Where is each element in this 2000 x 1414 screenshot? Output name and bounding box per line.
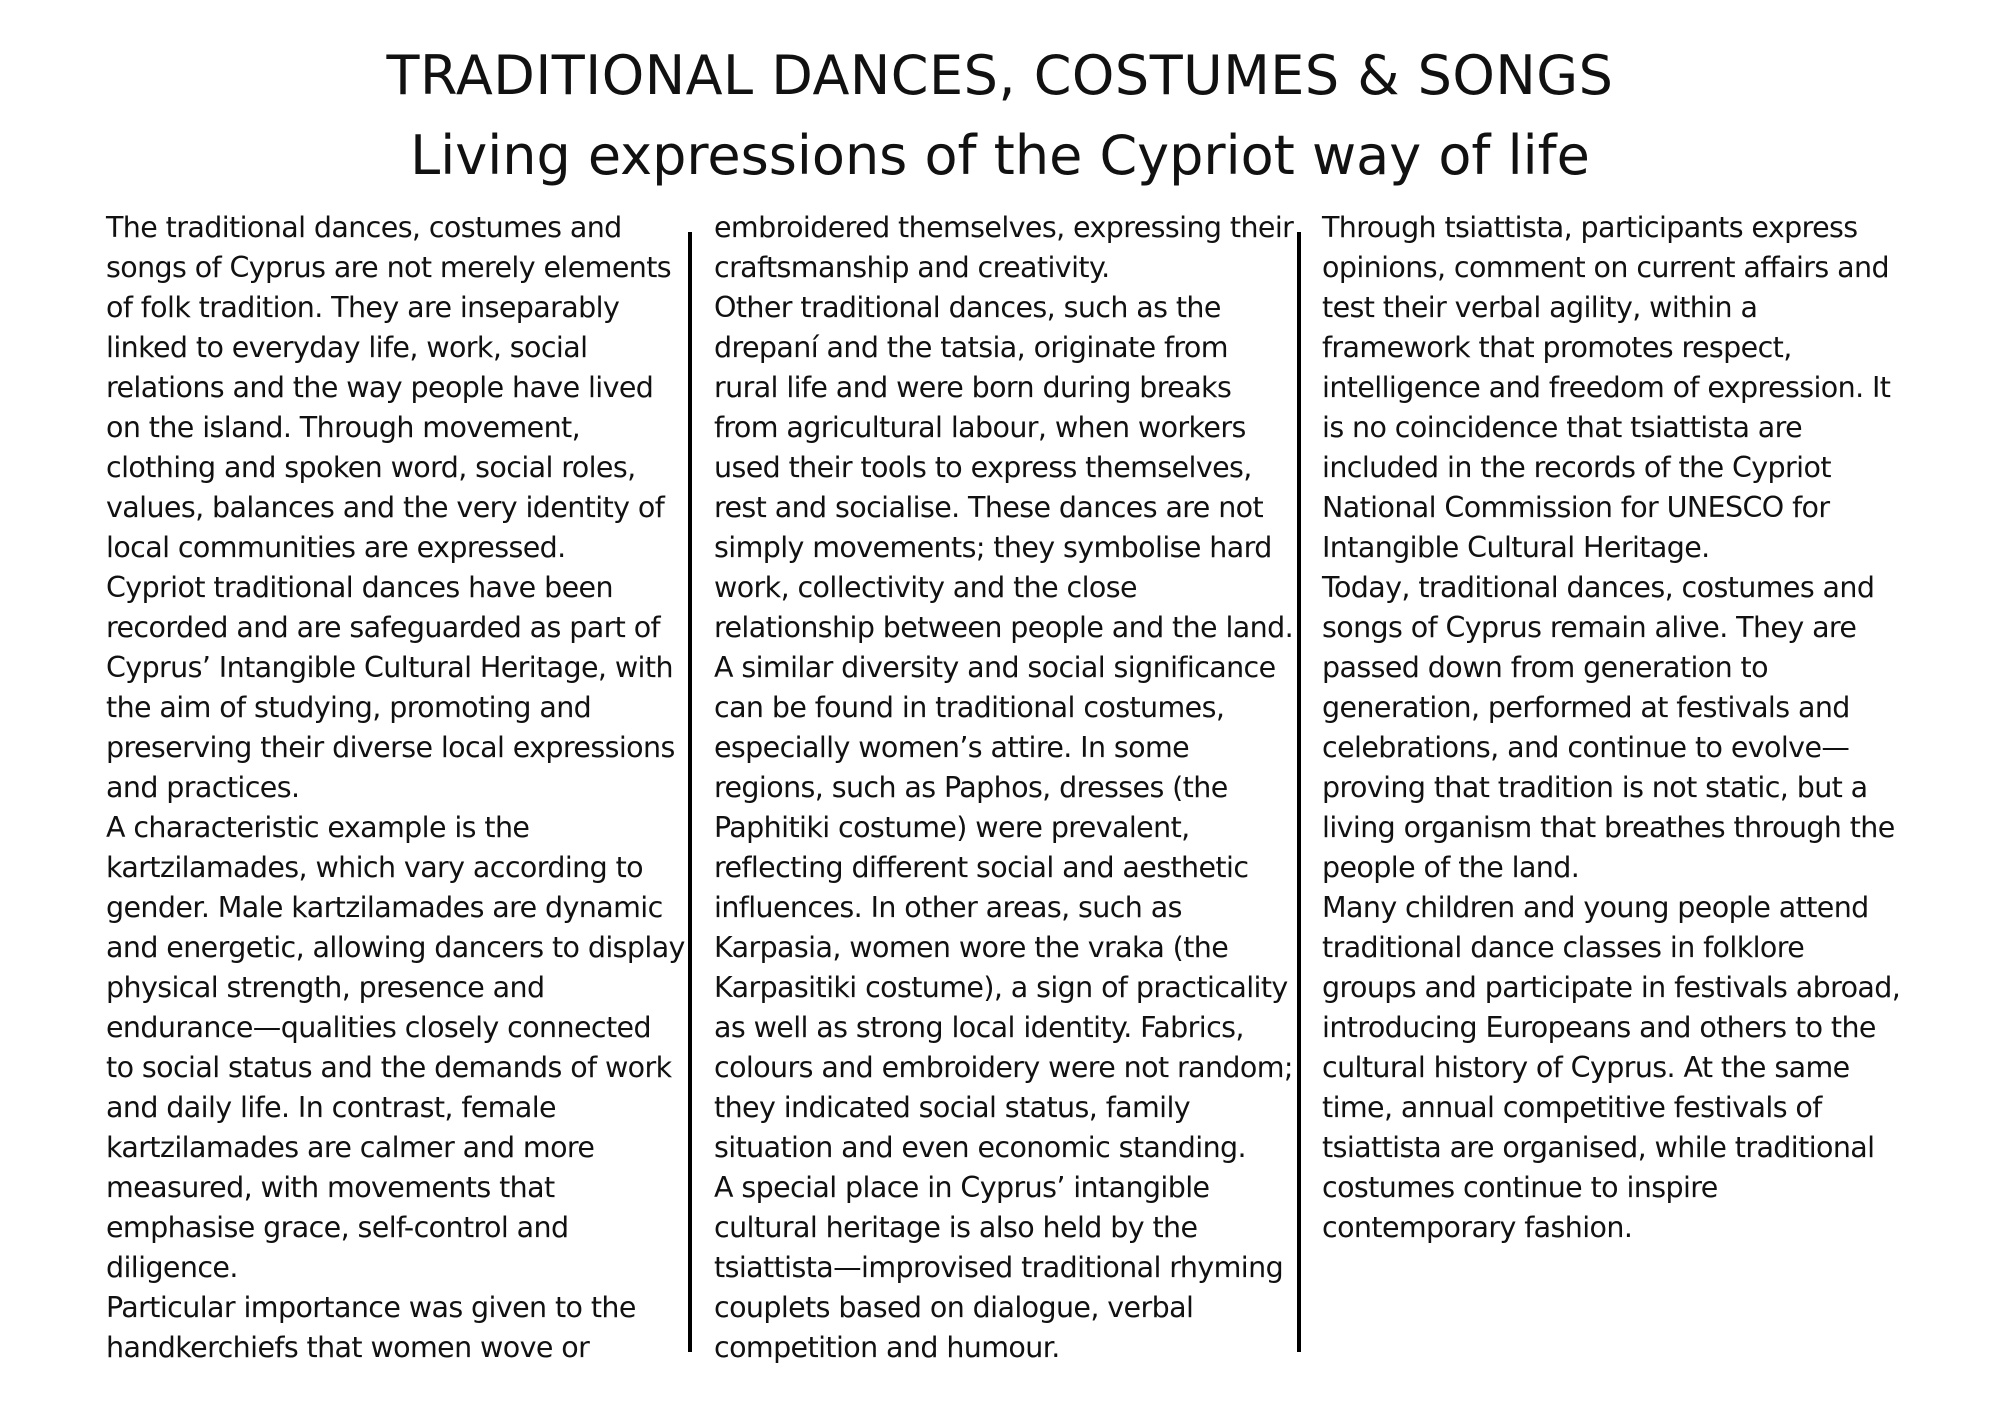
paragraph: Other traditional dances, such as the drepaní and the tatsia, originate from rural life and were born during breaks from agricultural labour, when workers used their tools to express themselves, rest and socialise. These dances are not simply movements; they symbolise hard work, collectivity and the close relationship between people and the land.	[714, 291, 1294, 644]
page-title: TRADITIONAL DANCES, COSTUMES & SONGS	[386, 44, 1614, 107]
paragraph: Today, traditional dances, costumes and songs of Cyprus remain alive. They are passed down from generation to generation, performed at festivals and celebrations, and continue to evolve— proving that tradition is not static, but a living organism that breathes through the people of the land.	[1322, 571, 1895, 884]
paragraph: A characteristic example is the kartzilamades, which vary according to gender. Male kartzilamades are dynamic and energetic, allowing dancers to display physical strength, presence and endurance—qualities closely connected to social status and the demands of work and daily life. In contrast, female kartzilamades are calmer and more measured, with movements that emphasise grace, self-control and diligence.	[106, 811, 685, 1284]
paragraph: A special place in Cyprus’ intangible cultural heritage is also held by the tsiattista—improvised traditional rhyming couplets based on dialogue, verbal competition and humour.	[714, 1171, 1284, 1364]
paragraph: Many children and young people attend traditional dance classes in folklore groups and participate in festivals abroad, introducing Europeans and others to the cultural history of Cyprus. At the same time, annual competitive festivals of tsiattista are organised, while traditional costumes continue to inspire contemporary fashion.	[1322, 891, 1901, 1244]
text-column-3	[1322, 208, 1922, 1248]
paragraph: A similar diversity and social significance can be found in traditional costumes, especially women’s attire. In some regions, such as Paphos, dresses (the Paphitiki costume) were prevalent, reflecting different social and aesthetic influences. In other areas, such as Karpasia, women wore the vraka (the Karpasitiki costume), a sign of practicality as well as strong local identity. Fabrics, colours and embroidery were not random; they indicated social status, family situation and even economic standing.	[714, 651, 1293, 1164]
page-subtitle: Living expressions of the Cypriot way of life	[410, 124, 1590, 187]
column-divider	[688, 232, 692, 1352]
paragraph: Through tsiattista, participants express opinions, comment on current affairs and test their verbal agility, within a framework that promotes respect, intelligence and freedom of expression. It is no coincidence that tsiattista are included in the records of the Cypriot National Commission for UNESCO for Intangible Cultural Heritage.	[1322, 211, 1891, 564]
column-divider	[1297, 232, 1301, 1352]
paragraph: The traditional dances, costumes and songs of Cyprus are not merely elements of folk tradition. They are inseparably linked to everyday life, work, social relations and the way people have lived on the island. Through movement, clothing and spoken word, social roles, values, balances and the very identity of local communities are expressed.	[106, 211, 672, 564]
text-column-2	[714, 208, 1314, 1368]
text-column-1	[106, 208, 706, 1368]
paragraph: Particular importance was given to the handkerchiefs that women wove or	[106, 1291, 636, 1364]
paragraph: embroidered themselves, expressing their craftsmanship and creativity.	[714, 211, 1294, 284]
paragraph: Cypriot traditional dances have been recorded and are safeguarded as part of Cyprus’ Intangible Cultural Heritage, with the aim of studying, promoting and preserving their diverse local expressions and practices.	[106, 571, 675, 804]
